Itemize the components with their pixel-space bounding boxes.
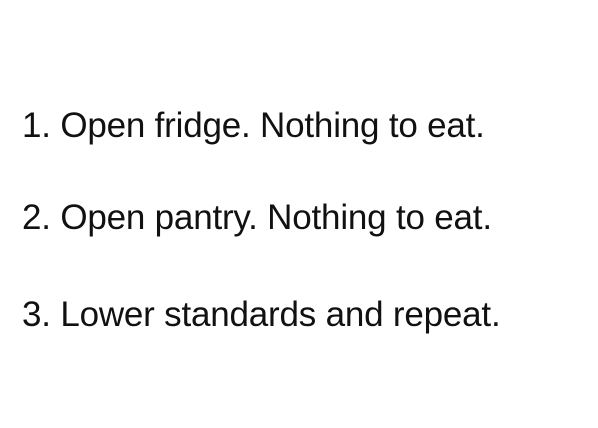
list-item-2: 2. Open pantry. Nothing to eat. — [22, 198, 492, 237]
list-item-3: 3. Lower standards and repeat. — [22, 295, 501, 334]
list-item-1: 1. Open fridge. Nothing to eat. — [22, 106, 485, 145]
